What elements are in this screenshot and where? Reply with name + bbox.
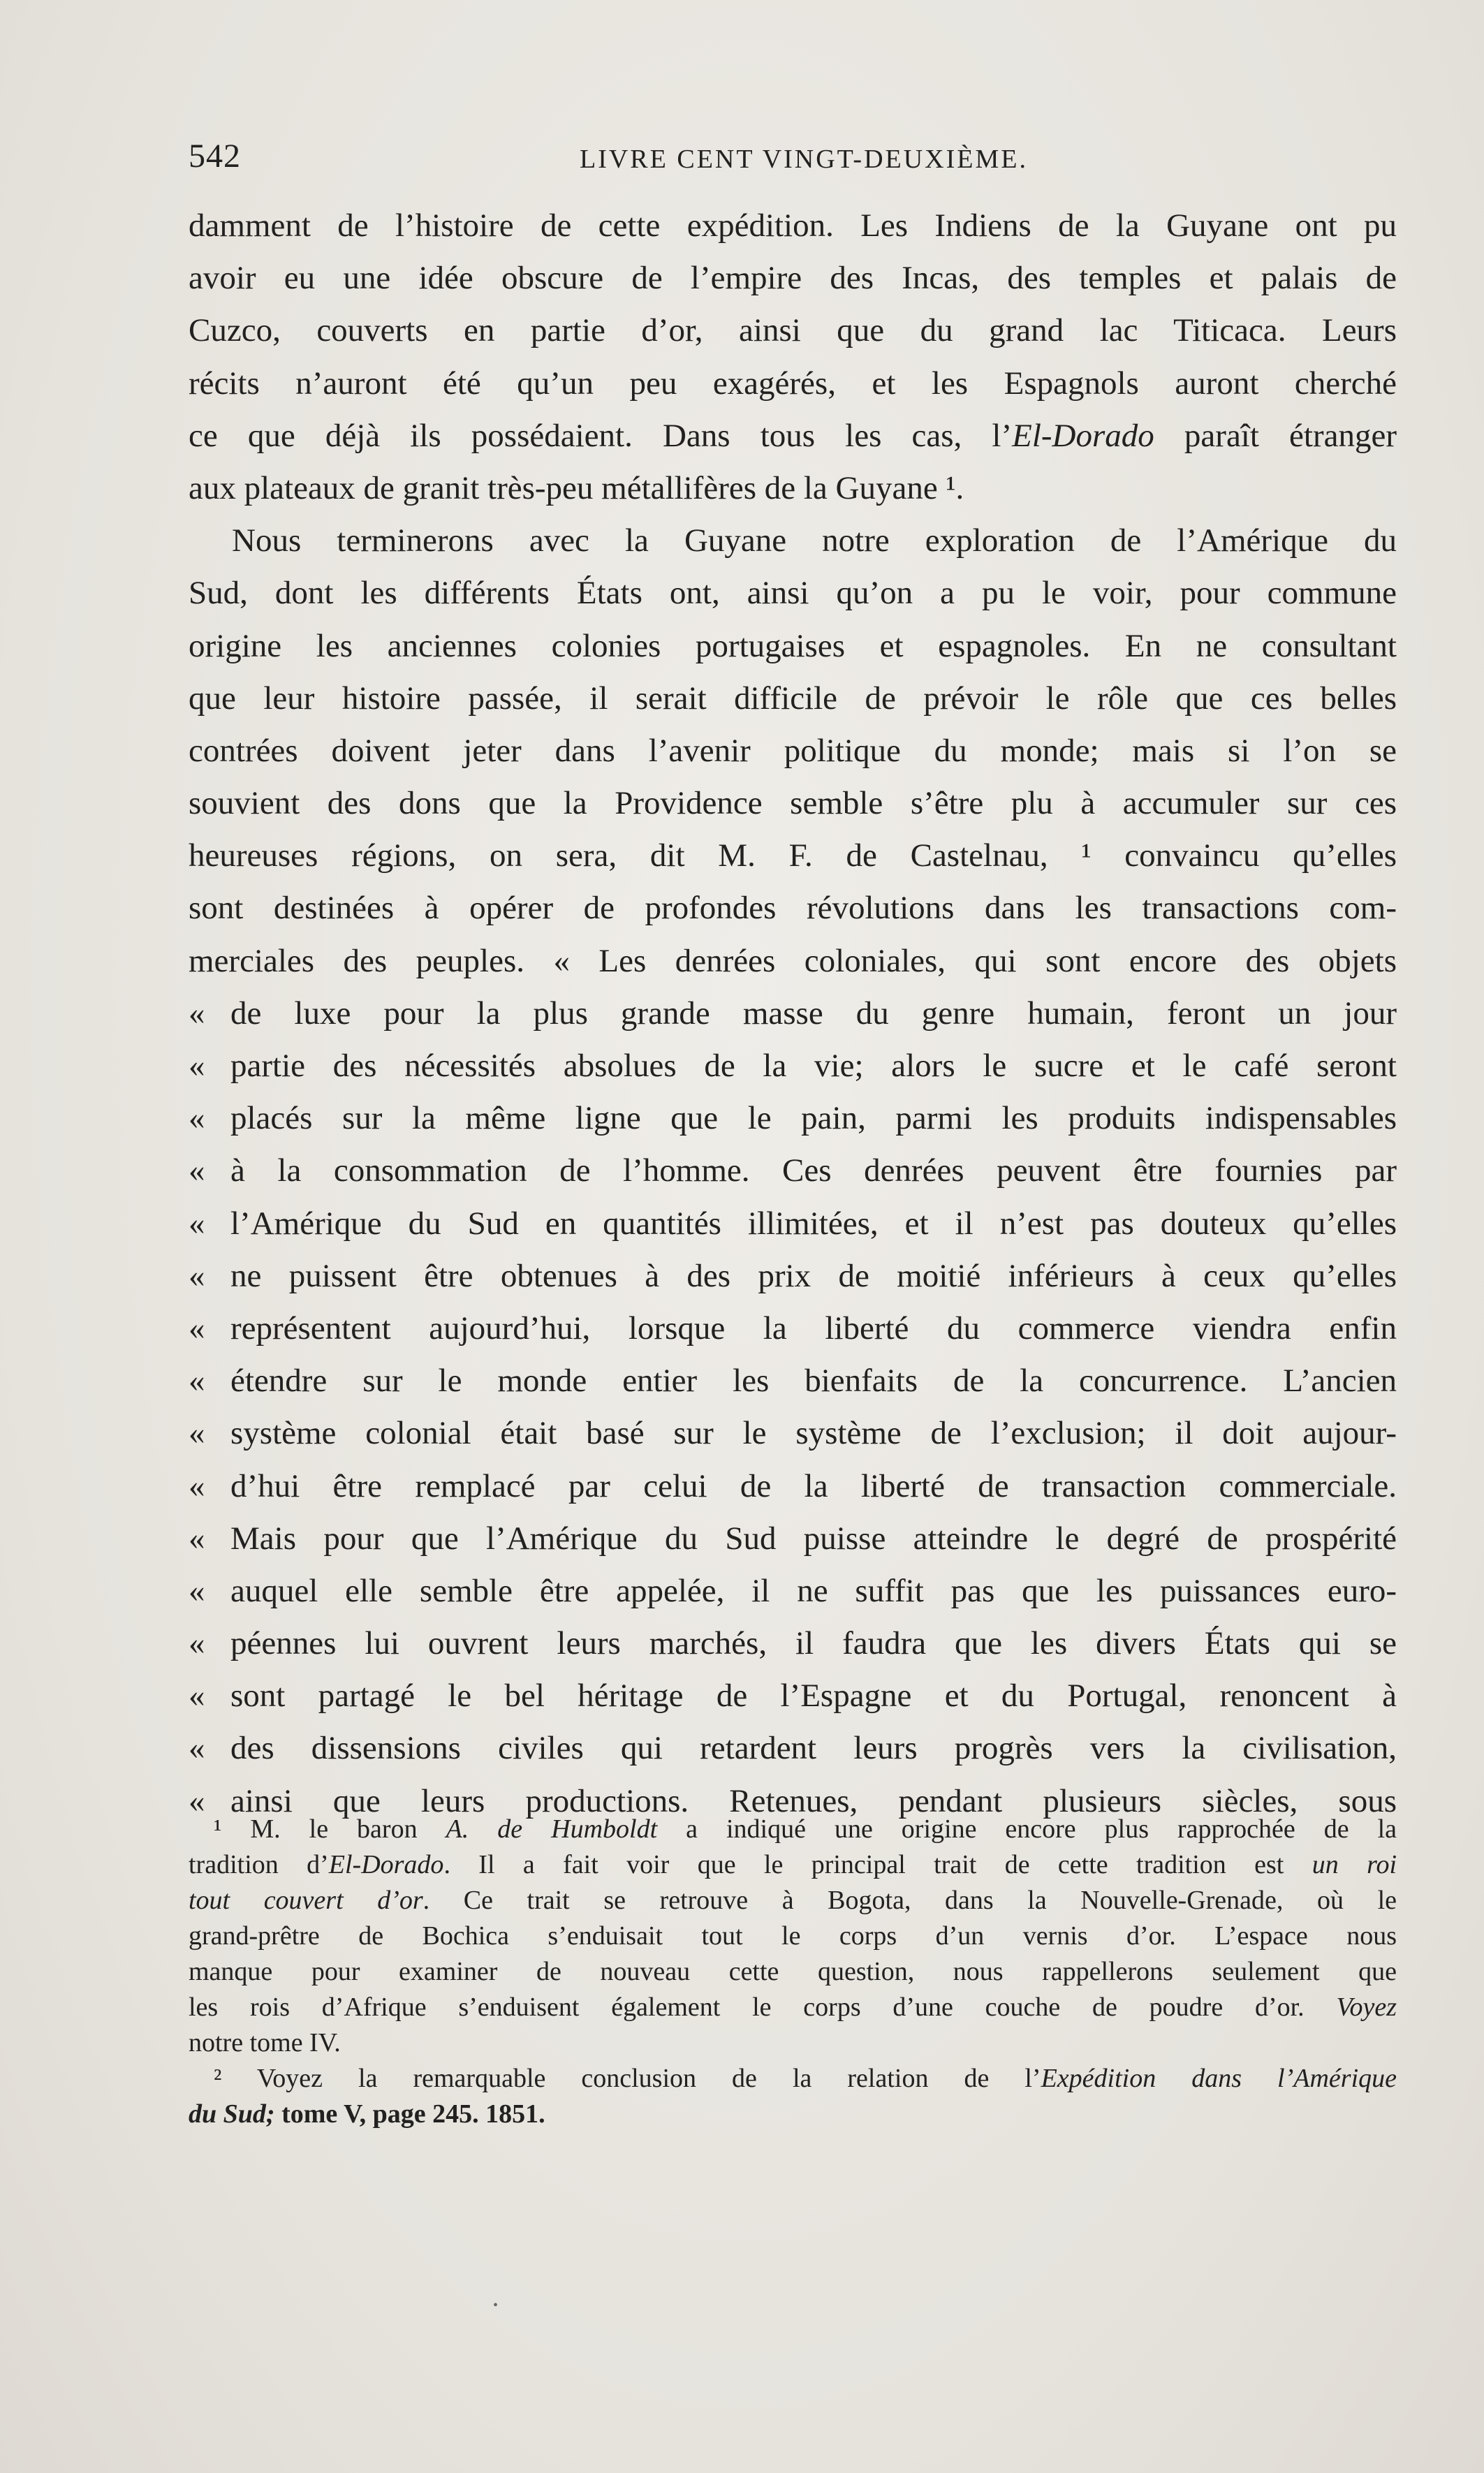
quoted-line: « de luxe pour la plus grande masse du genre humain, feront un jour [189, 988, 1397, 1040]
italic-text: un roi [1312, 1850, 1397, 1879]
text-line: Sud, dont les différents États ont, ainsi qu’on a pu le voir, pour commune [189, 575, 1397, 612]
text-line: avoir eu une idée obscure de l’empire des Incas, des temples et palais de [189, 260, 1397, 297]
quote-mark: « [189, 1520, 205, 1557]
footnote-1 [189, 1812, 1397, 2061]
page-header [189, 137, 1397, 179]
text-line: ce que déjà ils possédaient. Dans tous les cas, l’El-Dorado paraît étranger [189, 417, 1397, 454]
quote-mark: « [189, 995, 205, 1032]
quoted-line: « l’Amérique du Sud en quantités illimitées, et il n’est pas douteux qu’elles [189, 1198, 1397, 1250]
quoted-line: « représentent aujourd’hui, lorsque la liberté du commerce viendra enfin [189, 1302, 1397, 1355]
text-line: heureuses régions, on sera, dit M. F. de Castelnau, ¹ convaincu qu’elles [189, 837, 1397, 874]
italic-text: El-Dorado [1012, 417, 1154, 454]
quote-mark: « [189, 1730, 205, 1767]
text-line: aux plateaux de granit très-peu métallifères de la Guyane ¹. [189, 469, 964, 506]
main-text [189, 200, 1397, 1828]
quoted-line: « sont partagé le bel héritage de l’Espagne et du Portugal, renoncent à [189, 1670, 1397, 1722]
quoted-line: « à la consommation de l’homme. Ces denrées peuvent être fournies par [189, 1145, 1397, 1197]
quote-mark: « [189, 1205, 205, 1242]
footnote-line: ¹ M. le baron A. de Humboldt a indiqué une origine encore plus rapprochée de la [214, 1814, 1397, 1844]
italic-text: du Sud; [189, 2099, 275, 2129]
running-head: LIVRE CENT VINGT-DEUXIÈME. [580, 145, 1028, 174]
footnotes [189, 1812, 1397, 2132]
quote-mark: « [189, 1048, 205, 1084]
italic-text: A. de Humboldt [446, 1814, 658, 1844]
footnote-line: du Sud; tome V, page 245. 1851. [189, 2099, 545, 2129]
quote-mark: « [189, 1782, 205, 1819]
text-line: Cuzco, couverts en partie d’or, ainsi que du grand lac Titicaca. Leurs [189, 312, 1397, 349]
footnote-line: grand-prêtre de Bochica s’enduisait tout le corps d’un vernis d’or. L’espace nous [189, 1921, 1397, 1951]
quote-mark: « [189, 1152, 205, 1189]
quoted-line: « péennes lui ouvrent leurs marchés, il faudra que les divers États qui se [189, 1617, 1397, 1670]
text-line: merciales des peuples. « Les denrées coloniales, qui sont encore des objets [189, 942, 1397, 979]
quoted-line: « des dissensions civiles qui retardent leurs progrès vers la civilisation, [189, 1722, 1397, 1775]
footnote-line: tradition d’El-Dorado. Il a fait voir que le principal trait de cette tradition est un roi [189, 1850, 1397, 1879]
quote-mark: « [189, 1415, 205, 1452]
quote-mark: « [189, 1257, 205, 1294]
quoted-line: « système colonial était basé sur le système de l’exclusion; il doit aujour- [189, 1407, 1397, 1460]
text-line: origine les anciennes colonies portugaises et espagnoles. En ne consultant [189, 627, 1397, 664]
text-line: récits n’auront été qu’un peu exagérés, et les Espagnols auront cherché [189, 365, 1397, 402]
quoted-line: « Mais pour que l’Amérique du Sud puisse atteindre le degré de prospérité [189, 1513, 1397, 1565]
quoted-line: « d’hui être remplacé par celui de la liberté de transaction commerciale. [189, 1460, 1397, 1513]
quoted-line: « placés sur la même ligne que le pain, parmi les produits indispensables [189, 1092, 1397, 1145]
quoted-line: « partie des nécessités absolues de la vie; alors le sucre et le café seront [189, 1040, 1397, 1092]
footnote-line: manque pour examiner de nouveau cette question, nous rappellerons seulement que [189, 1957, 1397, 1986]
quote-mark: « [189, 1309, 205, 1346]
text-line: souvient des dons que la Providence semble s’être plu à accumuler sur ces [189, 785, 1397, 822]
printer-mark: • [493, 2298, 499, 2313]
italic-text: tout couvert d’or [189, 1886, 423, 1915]
quoted-line: « étendre sur le monde entier les bienfaits de la concurrence. L’ancien [189, 1355, 1397, 1407]
footnote-line: les rois d’Afrique s’enduisent également le corps d’une couche de poudre d’or. Voyez [189, 1993, 1397, 2022]
italic-text: Voyez [1336, 1993, 1397, 2022]
text-line: sont destinées à opérer de profondes révolutions dans les transactions com- [189, 890, 1397, 927]
text-line: damment de l’histoire de cette expédition. Les Indiens de la Guyane ont pu [189, 207, 1397, 244]
paragraph-start-line: Nous terminerons avec la Guyane notre exploration de l’Amérique du [232, 522, 1397, 559]
quote-mark: « [189, 1625, 205, 1662]
page-number: 542 [189, 138, 241, 175]
quote-mark: « [189, 1572, 205, 1609]
quote-mark: « [189, 1100, 205, 1137]
italic-text: El-Dorado [328, 1850, 444, 1879]
quoted-line: « auquel elle semble être appelée, il ne suffit pas que les puissances euro- [189, 1565, 1397, 1617]
footnote-line: notre tome IV. [189, 2028, 341, 2057]
footnote-2 [189, 2061, 1397, 2132]
footnote-line: ² Voyez la remarquable conclusion de la relation de l’Expédition dans l’Amérique [214, 2064, 1397, 2093]
quoted-line: « ne puissent être obtenues à des prix de moitié inférieurs à ceux qu’elles [189, 1250, 1397, 1302]
text-line: contrées doivent jeter dans l’avenir politique du monde; mais si l’on se [189, 732, 1397, 769]
text-line: que leur histoire passée, il serait difficile de prévoir le rôle que ces belles [189, 680, 1397, 717]
italic-text: Expédition dans l’Amérique [1041, 2064, 1397, 2093]
quote-mark: « [189, 1363, 205, 1400]
footnote-line: tout couvert d’or. Ce trait se retrouve à Bogota, dans la Nouvelle-Grenade, où le [189, 1886, 1397, 1915]
quote-mark: « [189, 1678, 205, 1715]
quoted-line: « ainsi que leurs productions. Retenues, pendant plusieurs siècles, sous [189, 1775, 1397, 1828]
quote-mark: « [189, 1467, 205, 1504]
